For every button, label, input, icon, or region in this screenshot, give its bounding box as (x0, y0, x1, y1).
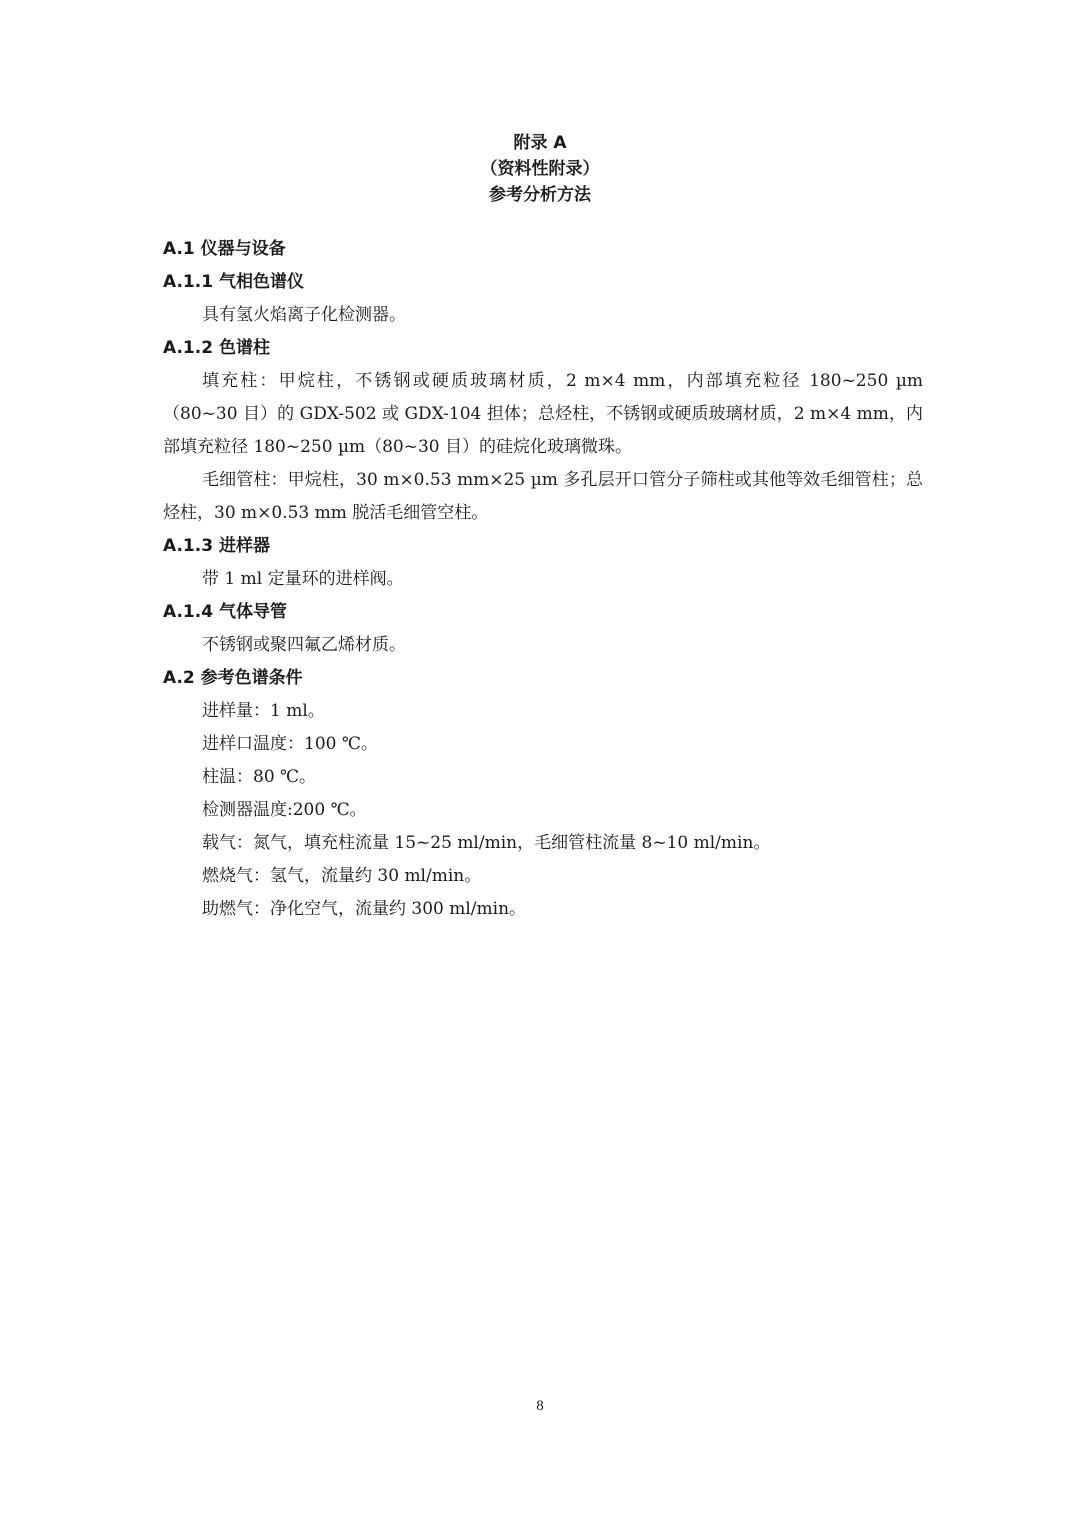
condition-line: 燃烧气：氢气，流量约 30 ml/min。 (202, 866, 482, 886)
appendix-label: 附录 A (513, 133, 567, 153)
appendix-title-block (0, 130, 1080, 208)
paragraph-a13: 带 1 ml 定量环的进样阀。 (202, 569, 404, 589)
condition-line: 检测器温度:200 ℃。 (202, 800, 367, 820)
paragraph-packed-column: 填充柱：甲烷柱，不锈钢或硬质玻璃材质，2 m×4 mm，内部填充粒径 180~250 µm（80~30 目）的 GDX-502 或 GDX-104 担体；总烃柱，不锈钢或硬质玻璃材质，2 m×4 mm，内部填充粒径 180~250 µm（80~30 目）的硅烷化玻璃微珠。 (163, 371, 923, 457)
paragraph-a14: 不锈钢或聚四氟乙烯材质。 (202, 635, 406, 655)
condition-line: 载气：氮气，填充柱流量 15~25 ml/min，毛细管柱流量 8~10 ml/min。 (202, 833, 771, 853)
section-heading-a14: A.1.4 气体导管 (163, 602, 287, 622)
appendix-title: 参考分析方法 (489, 185, 591, 205)
condition-line: 进样口温度：100 ℃。 (202, 734, 378, 754)
condition-line: 柱温：80 ℃。 (202, 767, 317, 787)
section-heading-a13: A.1.3 进样器 (163, 536, 270, 556)
paragraph-a11: 具有氢火焰离子化检测器。 (202, 305, 406, 325)
condition-line: 助燃气：净化空气，流量约 300 ml/min。 (202, 899, 527, 919)
section-heading-a1: A.1 仪器与设备 (163, 239, 286, 259)
section-heading-a11: A.1.1 气相色谱仪 (163, 272, 304, 292)
document-body (163, 233, 923, 926)
section-heading-a2: A.2 参考色谱条件 (163, 668, 303, 688)
section-heading-a12: A.1.2 色谱柱 (163, 338, 270, 358)
page-number: 8 (536, 1398, 544, 1414)
condition-line: 进样量：1 ml。 (202, 701, 325, 721)
appendix-type: （资料性附录） (480, 159, 600, 179)
paragraph-capillary-column: 毛细管柱：甲烷柱，30 m×0.53 mm×25 µm 多孔层开口管分子筛柱或其他等效毛细管柱；总烃柱，30 m×0.53 mm 脱活毛细管空柱。 (163, 470, 923, 523)
